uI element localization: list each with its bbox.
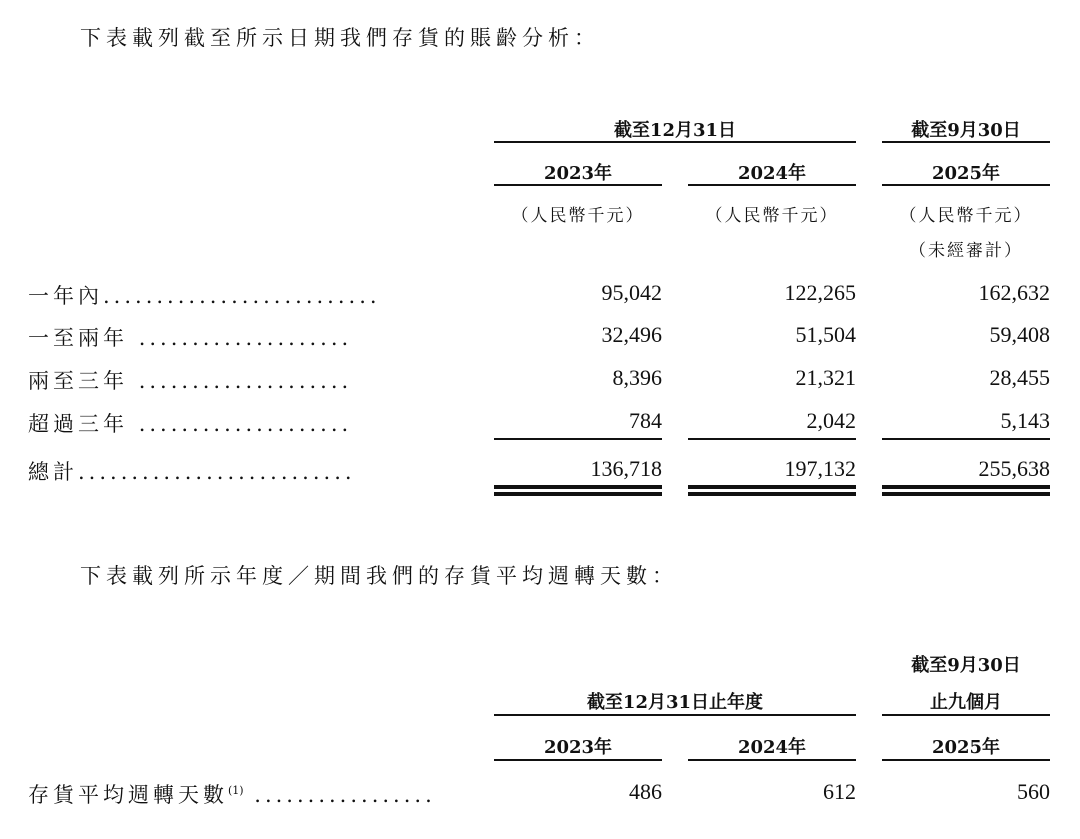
- aging-row-label: 一至兩年 ....................: [28, 326, 353, 350]
- turnover-row-label: 存貨平均週轉天數$^{(1)}$ .................: [28, 783, 436, 807]
- turnover-cell: 486: [629, 779, 662, 804]
- turnover-header-nine-months: 止九個月: [930, 692, 1002, 713]
- turnover-header-dec31: 截至12月31日止年度: [586, 692, 764, 713]
- aging-cell: 32,496: [601, 322, 662, 347]
- aging-year-rule-3: [882, 184, 1050, 186]
- turnover-year-rule-2: [688, 759, 856, 761]
- aging-total-cell: 255,638: [978, 456, 1050, 481]
- aging-unaudited-note: （未經審計）: [909, 241, 1023, 261]
- subtotal-rule-1: [494, 438, 662, 440]
- aging-cell: 51,504: [795, 322, 856, 347]
- turnover-cell: 560: [1017, 779, 1050, 804]
- aging-header-rule-1: [494, 141, 856, 143]
- subtotal-rule-3: [882, 438, 1050, 440]
- aging-unit-2023: （人民幣千元）: [511, 206, 645, 226]
- aging-cell: 162,632: [978, 280, 1050, 305]
- turnover-year-2024: 2024年: [737, 737, 807, 758]
- aging-total-label: 總計..........................: [28, 460, 356, 484]
- turnover-header-rule-1: [494, 714, 856, 716]
- turnover-year-rule-1: [494, 759, 662, 761]
- total-double-rule-3b: [882, 492, 1050, 496]
- total-double-rule-1b: [494, 492, 662, 496]
- aging-year-rule-1: [494, 184, 662, 186]
- turnover-year-2023: 2023年: [543, 737, 613, 758]
- aging-header-sep30: 截至9月30日: [911, 120, 1021, 141]
- aging-year-2023: 2023年: [543, 163, 613, 184]
- aging-row-label: 一年內..........................: [28, 284, 381, 308]
- turnover-year-rule-3: [882, 759, 1050, 761]
- aging-cell: 8,396: [612, 365, 662, 390]
- aging-cell: 95,042: [601, 280, 662, 305]
- aging-row-label: 兩至三年 ....................: [28, 369, 353, 393]
- turnover-year-2025: 2025年: [931, 737, 1001, 758]
- aging-total-cell: 197,132: [784, 456, 856, 481]
- aging-header-rule-2: [882, 141, 1050, 143]
- aging-cell: 28,455: [989, 365, 1050, 390]
- aging-year-2025: 2025年: [931, 163, 1001, 184]
- aging-cell: 5,143: [1000, 408, 1050, 433]
- turnover-cell: 612: [823, 779, 856, 804]
- turnover-header-sep30: 截至9月30日: [911, 655, 1021, 676]
- aging-intro-text: 下表載列截至所示日期我們存貨的賬齡分析：: [80, 26, 600, 50]
- aging-row-label: 超過三年 ....................: [28, 412, 353, 436]
- aging-cell: 59,408: [989, 322, 1050, 347]
- aging-year-2024: 2024年: [737, 163, 807, 184]
- total-double-rule-3a: [882, 485, 1050, 489]
- aging-cell: 122,265: [784, 280, 856, 305]
- aging-unit-2025: （人民幣千元）: [899, 206, 1033, 226]
- aging-unit-2024: （人民幣千元）: [705, 206, 839, 226]
- aging-cell: 784: [629, 408, 662, 433]
- total-double-rule-1a: [494, 485, 662, 489]
- total-double-rule-2b: [688, 492, 856, 496]
- subtotal-rule-2: [688, 438, 856, 440]
- aging-cell: 2,042: [806, 408, 856, 433]
- turnover-intro-text: 下表載列所示年度／期間我們的存貨平均週轉天數：: [80, 564, 678, 588]
- aging-header-dec31: 截至12月31日: [613, 120, 737, 141]
- aging-cell: 21,321: [795, 365, 856, 390]
- turnover-header-rule-2: [882, 714, 1050, 716]
- aging-total-cell: 136,718: [590, 456, 662, 481]
- aging-year-rule-2: [688, 184, 856, 186]
- total-double-rule-2a: [688, 485, 856, 489]
- footnote-marker: (1): [228, 784, 244, 797]
